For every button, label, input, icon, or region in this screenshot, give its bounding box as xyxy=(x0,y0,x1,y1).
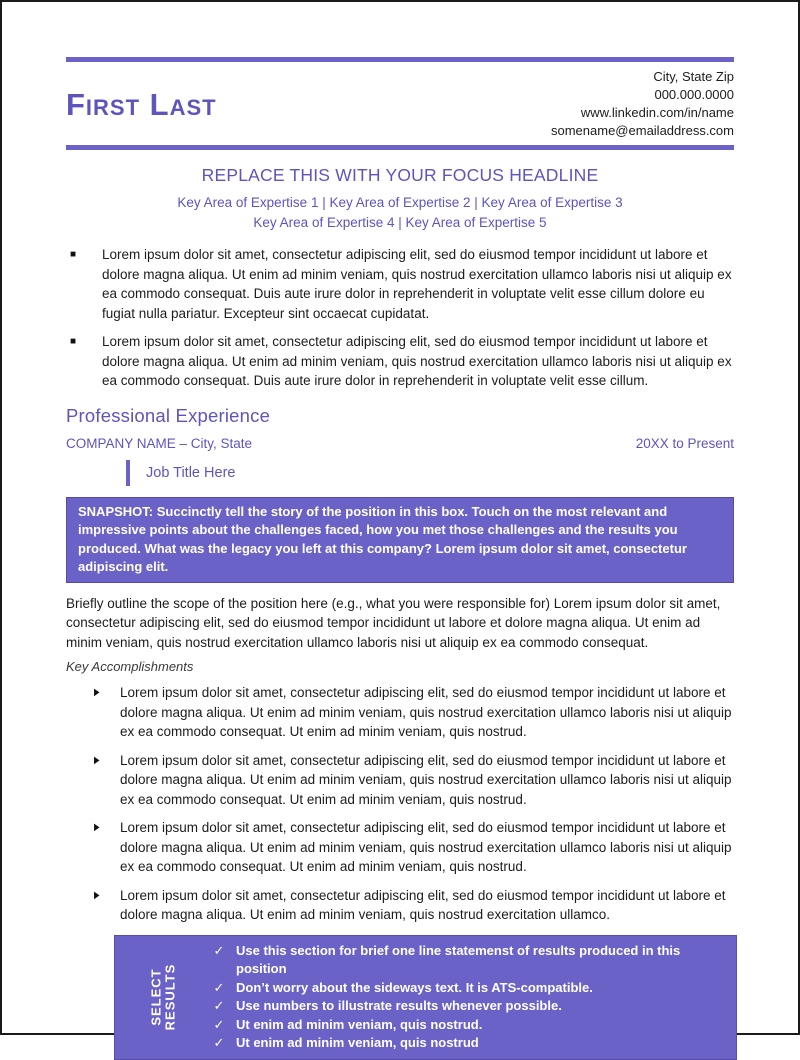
summary-bullet xyxy=(66,332,734,391)
snapshot-callout-box: SNAPSHOT: Succinctly tell the story of the position in this box. Touch on the most relevant and impressive points about the challenges faced, how you met those challenges and the results you produced. What was the legacy you left at this company? Lorem ipsum dolor sit amet, consectetur adipiscing elit. xyxy=(66,497,734,583)
checkmark-icon: ✓ xyxy=(213,998,225,1013)
select-results-label-text xyxy=(149,964,177,1031)
select-result-item xyxy=(211,1016,728,1035)
key-accomplishments-label: Key Accomplishments xyxy=(66,659,194,674)
square-bullet-icon: ■ xyxy=(70,249,77,260)
summary-bullet-text: Lorem ipsum dolor sit amet, consectetur adipiscing elit, sed do eiusmod tempor incididunt ut labore et dolore magna aliqua. Ut enim ad minim veniam, quis nostrud exercitation ullamco laboris nisi ut aliquip ex ea commodo consequat. Duis aute irure dolor in reprehenderit in voluptate velit esse cillum dolore eu fugiat nulla pariatur. Excepteur sint occaecat cupidatat. xyxy=(102,247,732,321)
job-title: Job Title Here xyxy=(146,464,236,481)
job-title-row xyxy=(126,460,734,486)
summary-bullet-list xyxy=(66,245,734,391)
select-results-label-line2: RESULTS xyxy=(162,963,177,1031)
triangle-bullet-icon: ▶ xyxy=(94,687,100,698)
accomplishment-text: Lorem ipsum dolor sit amet, consectetur adipiscing elit, sed do eiusmod tempor incididunt ut labore et dolore magna aliqua. Ut enim ad minim veniam, quis nostrud exercitation ullamco laboris nisi ut aliquip ex ea commodo consequat. Ut enim ad minim veniam, quis nostrud. xyxy=(120,752,732,807)
focus-headline: REPLACE THIS WITH YOUR FOCUS HEADLINE xyxy=(201,165,599,185)
select-result-text: Use this section for brief one line statemenst of results produced in this position xyxy=(236,942,681,976)
select-result-item xyxy=(211,997,728,1016)
select-result-text: Ut enim ad minim veniam, quis nostrud xyxy=(236,1035,479,1050)
square-bullet-icon: ■ xyxy=(70,336,77,347)
employment-dates: 20XX to Present xyxy=(635,435,734,451)
accomplishment-bullet xyxy=(66,751,734,810)
select-results-label-line1: SELECT xyxy=(148,968,163,1026)
checkmark-icon: ✓ xyxy=(213,1016,225,1032)
accomplishment-text: Lorem ipsum dolor sit amet, consectetur adipiscing elit, sed do eiusmod tempor incididunt ut labore et dolore magna aliqua. Ut enim ad minim veniam, quis nostrud exercitation ullamco laboris nisi ut aliquip ex ea commodo consequat. Ut enim ad minim veniam, quis nostrud. xyxy=(120,820,732,874)
contact-location: City, State Zip xyxy=(653,69,734,84)
checkmark-icon: ✓ xyxy=(213,979,225,995)
select-result-item xyxy=(211,942,728,979)
company-row xyxy=(66,436,734,451)
select-result-text: Don’t worry about the sideways text. It is ATS-compatible. xyxy=(236,979,593,995)
top-accent-rule xyxy=(66,57,734,62)
select-result-text: Use numbers to illustrate results whenever possible. xyxy=(236,998,562,1013)
accomplishment-bullet xyxy=(66,683,734,742)
triangle-bullet-icon: ▶ xyxy=(94,822,100,833)
select-results-sideways-label xyxy=(115,936,211,1059)
contact-linkedin: www.linkedin.com/in/name xyxy=(580,105,734,120)
candidate-name: First Last xyxy=(66,86,217,122)
accomplishment-text: Lorem ipsum dolor sit amet, consectetur adipiscing elit, sed do eiusmod tempor incididunt ut labore et dolore magna aliqua. Ut enim ad minim veniam, quis nostrud exercitation ullamco. xyxy=(120,887,726,922)
job-title-accent-bar xyxy=(126,460,130,486)
accomplishment-bullet xyxy=(66,886,734,925)
triangle-bullet-icon: ▶ xyxy=(94,754,100,766)
select-result-item xyxy=(211,979,728,998)
triangle-bullet-icon: ▶ xyxy=(94,889,100,901)
contact-phone: 000.000.0000 xyxy=(654,87,734,102)
expertise-line-2: Key Area of Expertise 4 | Key Area of Expertise 5 xyxy=(253,215,547,230)
contact-email: somename@emailaddress.com xyxy=(551,123,734,138)
select-results-list xyxy=(211,936,736,1059)
select-result-item xyxy=(211,1034,728,1053)
expertise-line-1: Key Area of Expertise 1 | Key Area of Expertise 2 | Key Area of Expertise 3 xyxy=(177,195,623,210)
company-name: COMPANY NAME – City, State xyxy=(66,435,253,451)
header xyxy=(66,67,734,141)
section-title-professional-experience: Professional Experience xyxy=(66,404,271,426)
contact-block xyxy=(551,68,734,140)
checkmark-icon: ✓ xyxy=(213,942,225,958)
summary-bullet xyxy=(66,245,734,323)
expertise-lines xyxy=(66,193,734,233)
accomplishment-bullet xyxy=(66,818,734,877)
select-results-box xyxy=(114,935,737,1060)
summary-bullet-text: Lorem ipsum dolor sit amet, consectetur adipiscing elit, sed do eiusmod tempor incididunt ut labore et dolore magna aliqua. Ut enim ad minim veniam, quis nostrud exercitation ullamco laboris nisi ut aliquip ex ea commodo consequat. Duis aute irure dolor in reprehenderit in voluptate velit esse cillum. xyxy=(102,334,732,388)
checkmark-icon: ✓ xyxy=(213,1035,225,1050)
accomplishment-list xyxy=(66,683,734,925)
select-result-text: Ut enim ad minim veniam, quis nostrud. xyxy=(236,1016,483,1032)
header-bottom-rule xyxy=(66,145,734,150)
accomplishment-text: Lorem ipsum dolor sit amet, consectetur adipiscing elit, sed do eiusmod tempor incididunt ut labore et dolore magna aliqua. Ut enim ad minim veniam, quis nostrud exercitation ullamco laboris nisi ut aliquip ex ea commodo consequat. Ut enim ad minim veniam, quis nostrud. xyxy=(120,685,732,739)
scope-paragraph: Briefly outline the scope of the position here (e.g., what you were responsible for) Lorem ipsum dolor sit amet, consectetur adipiscing elit, sed do eiusmod tempor incididunt ut labore et dolore magna aliqua. Ut enim ad minim veniam, quis nostrud exercitation ullamco laboris nisi ut aliquip ex ea commodo consequat. xyxy=(66,595,721,650)
